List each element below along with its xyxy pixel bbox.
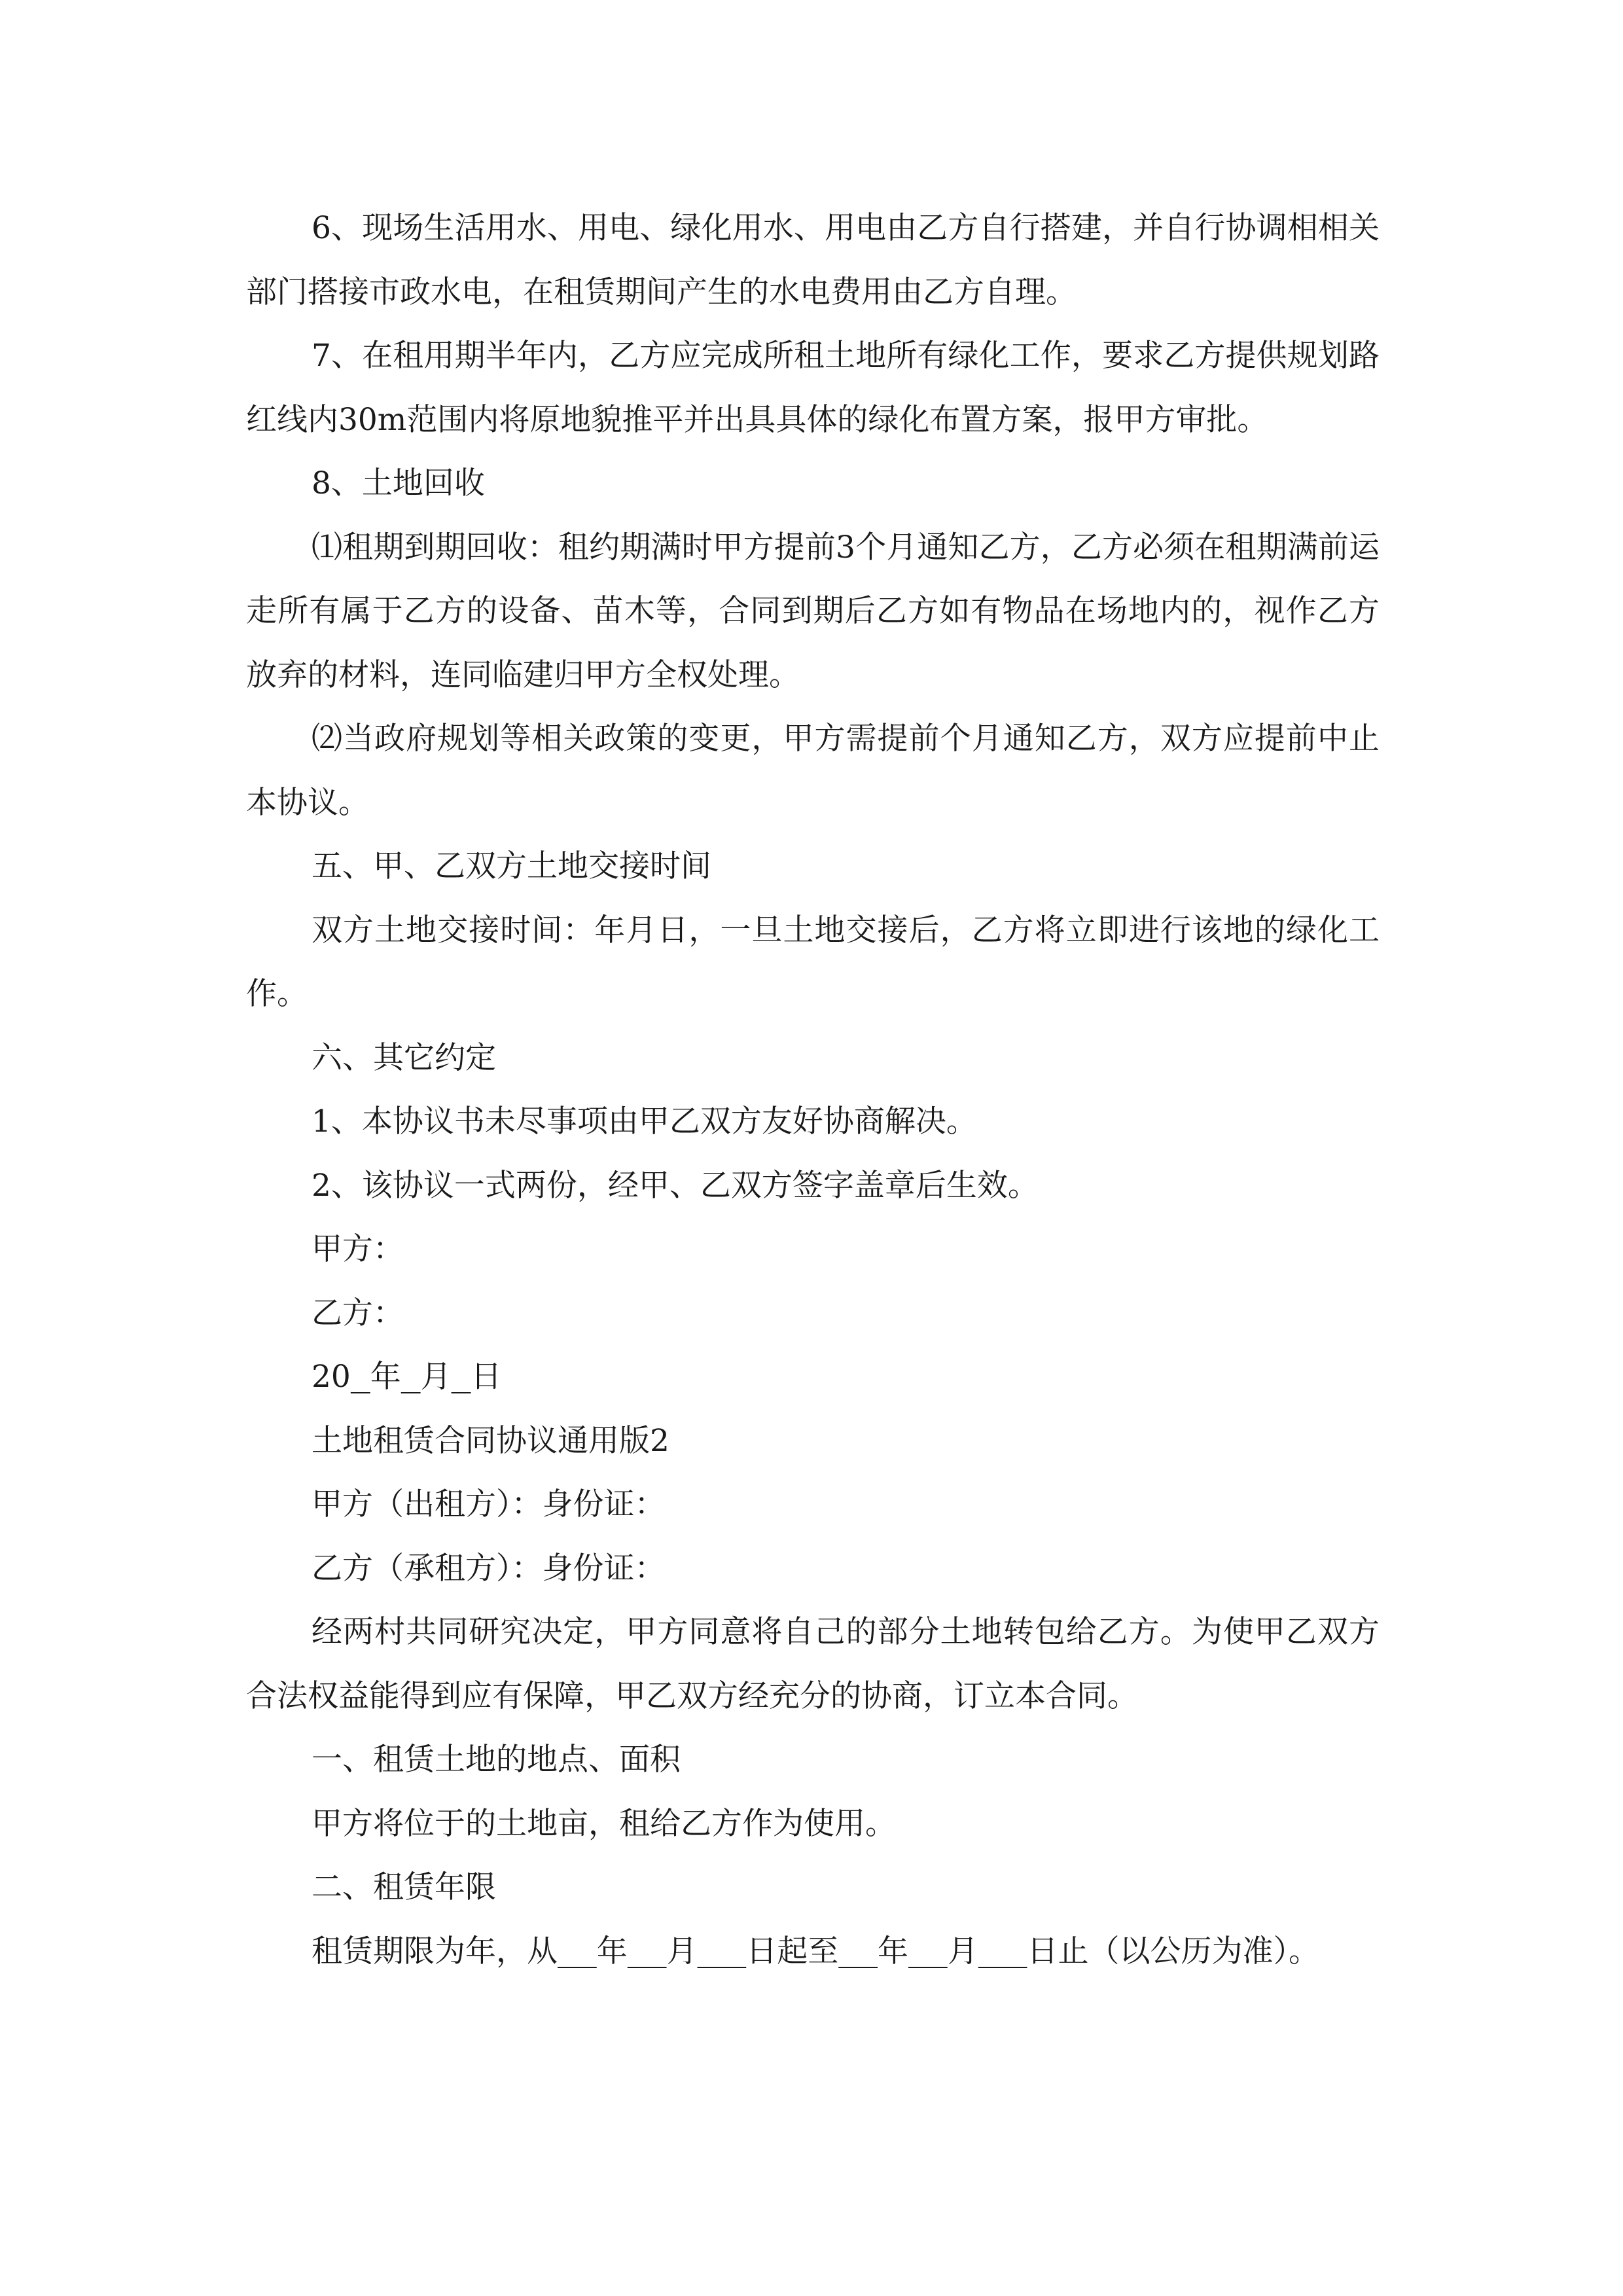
term-start-year-blank — [558, 1933, 597, 1969]
document-body — [246, 196, 1380, 1983]
date-year-label: 年 — [370, 1359, 401, 1395]
date-month-label: 月 — [420, 1359, 452, 1395]
term-prefix: 租赁期限为年，从 — [312, 1933, 558, 1969]
section-2-heading: 二、租赁年限 — [312, 1869, 496, 1905]
term-end-month-label: 月 — [947, 1933, 978, 1969]
date-month-blank — [401, 1359, 421, 1395]
date-day-blank — [452, 1359, 471, 1395]
paragraph-handover-time: 双方土地交接时间：年月日，一旦土地交接后，乙方将立即进行该地的绿化工作。 — [246, 912, 1380, 1012]
land-recovery-heading: 8、土地回收 — [312, 465, 485, 501]
section-1-heading: 一、租赁土地的地点、面积 — [312, 1742, 681, 1778]
term-start-month-blank — [628, 1933, 667, 1969]
term-end-year-blank — [838, 1933, 878, 1969]
term-start-year-label: 年 — [596, 1933, 628, 1969]
term-end-day-blank — [978, 1933, 1027, 1969]
paragraph-other-1: 1、本协议书未尽事项由甲乙双方友好协商解决。 — [312, 1103, 977, 1139]
term-start-month-label: 月 — [666, 1933, 698, 1969]
lease-term-paragraph — [246, 1920, 1380, 1984]
document-title-2: 土地租赁合同协议通用版2 — [312, 1422, 669, 1459]
paragraph-water-electricity: 6、现场生活用水、用电、绿化用水、用电由乙方自行搭建，并自行协调相相关部门搭接市政水电，在租赁期间产生的水电费用由乙方自理。 — [246, 210, 1380, 310]
term-start-label: 日起至 — [746, 1933, 839, 1969]
paragraph-recovery-1: ⑴租期到期回收：租约期满时甲方提前3个月通知乙方，乙方必须在租期满前运走所有属于乙方的设备、苗木等，合同到期后乙方如有物品在场地内的，视作乙方放弃的材料，连同临建归甲方全权处理。 — [246, 529, 1380, 693]
term-end-year-label: 年 — [878, 1933, 908, 1969]
paragraph-greening: 7、在租用期半年内，乙方应完成所租土地所有绿化工作，要求乙方提供规划路红线内30m范围内将原地貌推平并出具具体的绿化布置方案，报甲方审批。 — [246, 338, 1380, 438]
term-end-month-blank — [908, 1933, 948, 1969]
lessor-line: 甲方（出租方）：身份证： — [312, 1486, 666, 1522]
term-start-day-blank — [698, 1933, 747, 1969]
date-year-blank — [351, 1359, 370, 1395]
paragraph-location: 甲方将位于的土地亩，租给乙方作为使用。 — [312, 1805, 896, 1842]
paragraph-intro: 经两村共同研究决定，甲方同意将自己的部分土地转包给乙方。为使甲乙双方合法权益能得到应有保障，甲乙双方经充分的协商，订立本合同。 — [246, 1614, 1380, 1714]
date-line — [246, 1345, 1380, 1409]
section-5-heading: 五、甲、乙双方土地交接时间 — [312, 848, 711, 884]
term-end-label: 日止（以公历为准）。 — [1027, 1933, 1319, 1969]
paragraph-other-2: 2、该协议一式两份，经甲、乙双方签字盖章后生效。 — [312, 1167, 1039, 1204]
party-b-signature-line: 乙方： — [312, 1295, 404, 1331]
section-6-heading: 六、其它约定 — [312, 1039, 496, 1076]
paragraph-recovery-2: ⑵当政府规划等相关政策的变更，甲方需提前个月通知乙方，双方应提前中止本协议。 — [246, 721, 1380, 821]
lessee-line: 乙方（承租方）：身份证： — [312, 1550, 666, 1587]
date-prefix: 20 — [312, 1359, 351, 1395]
date-day-label: 日 — [471, 1359, 502, 1395]
party-a-signature-line: 甲方： — [312, 1231, 404, 1267]
